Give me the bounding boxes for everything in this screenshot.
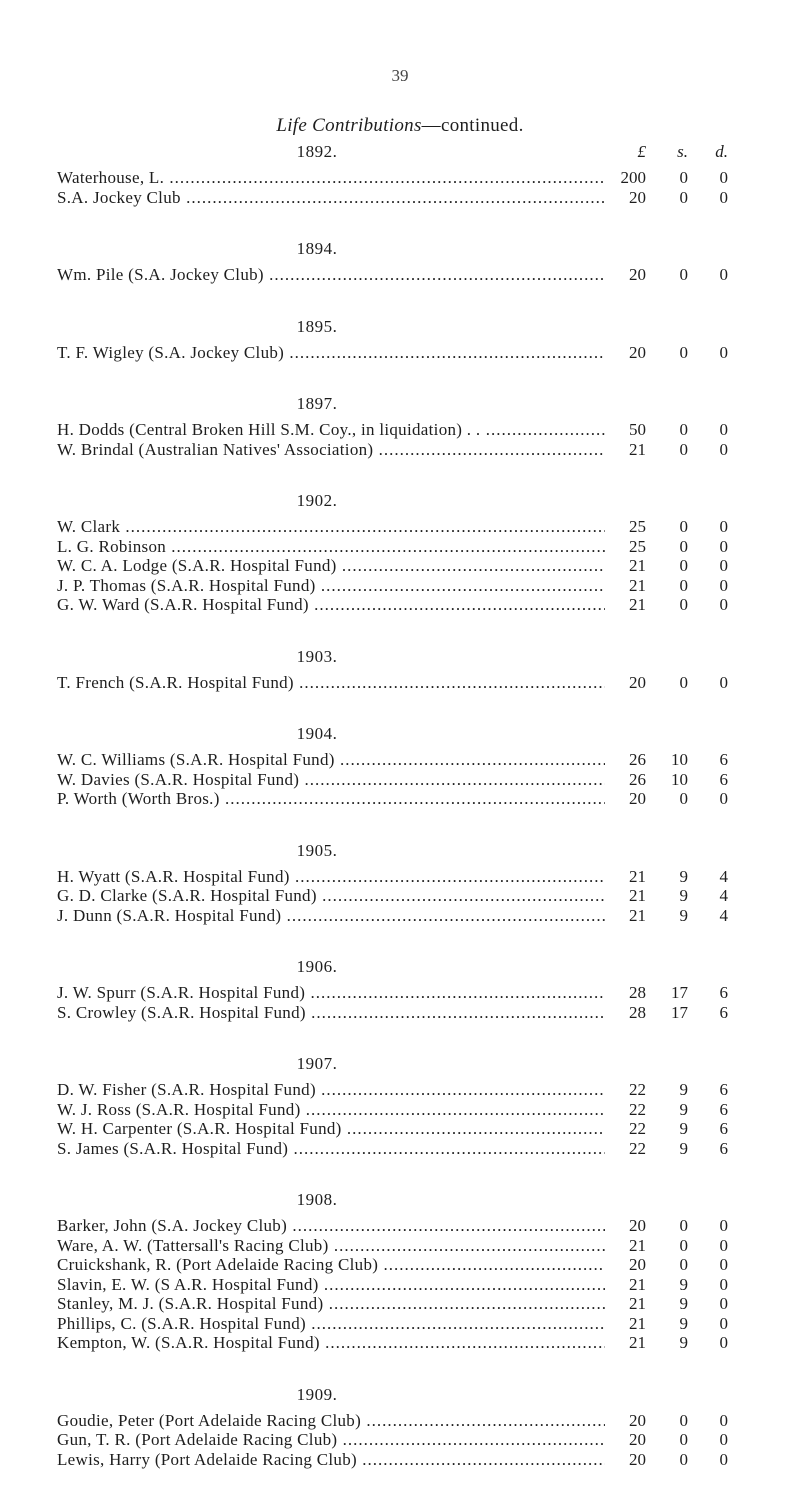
contribution-row bbox=[57, 1119, 747, 1139]
heading-continued: —continued. bbox=[421, 115, 524, 136]
pounds-value: 22 bbox=[629, 1138, 646, 1158]
pence-value: 0 bbox=[719, 1294, 728, 1313]
shillings-value: 9 bbox=[679, 1274, 688, 1294]
contribution-row bbox=[57, 576, 747, 596]
year-heading: 1902. bbox=[296, 491, 338, 510]
pounds-value: 26 bbox=[629, 769, 646, 789]
shillings-value: 0 bbox=[679, 556, 688, 575]
pence-value: 0 bbox=[719, 536, 728, 556]
pence-value: 0 bbox=[719, 789, 728, 808]
shillings-value: 9 bbox=[679, 886, 688, 905]
pence-value: 6 bbox=[719, 1119, 728, 1138]
contributor-name: L. G. Robinson ..... bbox=[57, 537, 605, 557]
contribution-row bbox=[57, 595, 747, 615]
pounds-value: 21 bbox=[629, 439, 646, 459]
shillings-value: 0 bbox=[679, 517, 688, 536]
shillings-value: 0 bbox=[679, 265, 688, 284]
pounds-column-header: £ bbox=[637, 142, 646, 161]
contributor-name: J. Dunn (S.A.R. Hospital Fund) ..... bbox=[57, 906, 605, 926]
pence-value: 6 bbox=[719, 750, 728, 769]
pounds-value: 20 bbox=[629, 342, 646, 362]
contribution-row bbox=[57, 1003, 747, 1023]
pounds-value: 20 bbox=[629, 1255, 646, 1274]
contribution-row bbox=[57, 517, 747, 537]
pounds-value: 21 bbox=[629, 1333, 646, 1352]
pence-value: 0 bbox=[719, 168, 728, 187]
contribution-row bbox=[57, 1294, 747, 1314]
shillings-value: 0 bbox=[679, 672, 688, 692]
shillings-value: 0 bbox=[679, 575, 688, 595]
shillings-value: 0 bbox=[679, 1449, 688, 1469]
year-heading: 1904. bbox=[296, 724, 338, 743]
pence-value: 6 bbox=[719, 1138, 728, 1158]
pence-column-header: d. bbox=[715, 142, 728, 161]
year-heading: 1908. bbox=[296, 1190, 338, 1209]
shillings-value: 0 bbox=[679, 1216, 688, 1235]
contributor-name: Kempton, W. (S.A.R. Hospital Fund) ..... bbox=[57, 1333, 605, 1353]
year-heading: 1906. bbox=[296, 957, 338, 976]
contributor-name: T. F. Wigley (S.A. Jockey Club) ..... bbox=[57, 343, 605, 363]
pence-value: 6 bbox=[719, 1099, 728, 1119]
pence-value: 6 bbox=[719, 769, 728, 789]
page-number: 39 bbox=[391, 66, 409, 85]
contributions-list bbox=[57, 142, 747, 1501]
year-heading: 1905. bbox=[296, 840, 338, 860]
pounds-value: 21 bbox=[629, 886, 646, 905]
pence-value: 0 bbox=[719, 439, 728, 459]
shillings-value: 9 bbox=[679, 905, 688, 925]
contribution-row bbox=[57, 1080, 747, 1100]
year-heading: 1903. bbox=[296, 646, 338, 666]
pounds-value: 21 bbox=[629, 575, 646, 595]
year-section bbox=[57, 647, 747, 693]
contribution-row bbox=[57, 1236, 747, 1256]
pence-value: 6 bbox=[719, 983, 728, 1002]
pence-value: 0 bbox=[719, 420, 728, 439]
pence-value: 0 bbox=[719, 187, 728, 207]
shillings-value: 10 bbox=[671, 750, 688, 769]
shillings-value: 0 bbox=[679, 439, 688, 459]
year-heading: 1895. bbox=[296, 316, 338, 336]
year-row bbox=[57, 317, 747, 343]
contribution-row bbox=[57, 343, 747, 363]
pounds-value: 21 bbox=[629, 595, 646, 614]
year-heading: 1892. bbox=[296, 142, 338, 161]
year-row bbox=[57, 957, 747, 983]
pence-value: 0 bbox=[719, 1255, 728, 1274]
contributor-name: S. Crowley (S.A.R. Hospital Fund) ..... bbox=[57, 1003, 605, 1023]
year-heading: 1909. bbox=[296, 1384, 338, 1404]
shillings-value: 9 bbox=[679, 1080, 688, 1099]
contributor-name: Gun, T. R. (Port Adelaide Racing Club) ..... bbox=[57, 1430, 605, 1450]
pounds-value: 21 bbox=[629, 1235, 646, 1255]
pounds-value: 21 bbox=[629, 1294, 646, 1313]
pence-value: 0 bbox=[719, 1410, 728, 1430]
contributor-name: W. C. A. Lodge (S.A.R. Hospital Fund) ..... bbox=[57, 556, 605, 576]
pounds-value: 20 bbox=[629, 1430, 646, 1449]
shillings-value: 0 bbox=[679, 168, 688, 187]
year-row bbox=[57, 1054, 747, 1080]
year-row bbox=[57, 647, 747, 673]
pence-value: 0 bbox=[719, 265, 728, 284]
pence-value: 0 bbox=[719, 672, 728, 692]
year-section bbox=[57, 239, 747, 285]
pence-value: 0 bbox=[719, 1216, 728, 1235]
shillings-value: 9 bbox=[679, 1138, 688, 1158]
year-section bbox=[57, 1190, 747, 1353]
year-row bbox=[57, 142, 747, 168]
contribution-row bbox=[57, 1275, 747, 1295]
pence-value: 0 bbox=[719, 556, 728, 575]
contribution-row bbox=[57, 1139, 747, 1159]
shillings-value: 0 bbox=[679, 1430, 688, 1449]
contributor-name: W. H. Carpenter (S.A.R. Hospital Fund) ..... bbox=[57, 1119, 605, 1139]
year-section bbox=[57, 317, 747, 363]
pounds-value: 21 bbox=[629, 1274, 646, 1294]
pence-value: 0 bbox=[719, 1313, 728, 1333]
year-row bbox=[57, 394, 747, 420]
contributor-name: H. Wyatt (S.A.R. Hospital Fund) ..... bbox=[57, 867, 605, 887]
contributor-name: S.A. Jockey Club ..... bbox=[57, 188, 605, 208]
contribution-row bbox=[57, 886, 747, 906]
shillings-value: 0 bbox=[679, 1255, 688, 1274]
pence-value: 6 bbox=[719, 1080, 728, 1099]
pence-value: 0 bbox=[719, 1235, 728, 1255]
contributor-name: W. Brindal (Australian Natives' Association) ..... bbox=[57, 440, 605, 460]
contributor-name: Ware, A. W. (Tattersall's Racing Club) ..... bbox=[57, 1236, 605, 1256]
pounds-value: 22 bbox=[629, 1099, 646, 1119]
shillings-value: 17 bbox=[671, 983, 688, 1002]
year-heading: 1897. bbox=[296, 394, 338, 413]
pence-value: 4 bbox=[719, 866, 728, 886]
contribution-row bbox=[57, 750, 747, 770]
pounds-value: 50 bbox=[629, 420, 646, 439]
shillings-value: 0 bbox=[679, 595, 688, 614]
year-row bbox=[57, 841, 747, 867]
shillings-value: 17 bbox=[671, 1002, 688, 1022]
pounds-value: 21 bbox=[629, 1313, 646, 1333]
page-heading bbox=[0, 115, 800, 137]
pence-value: 0 bbox=[719, 1430, 728, 1449]
contribution-row bbox=[57, 1333, 747, 1353]
contribution-row bbox=[57, 168, 747, 188]
pounds-value: 26 bbox=[629, 750, 646, 769]
contributor-name: D. W. Fisher (S.A.R. Hospital Fund) ..... bbox=[57, 1080, 605, 1100]
contribution-row bbox=[57, 673, 747, 693]
year-row bbox=[57, 491, 747, 517]
shillings-value: 0 bbox=[679, 187, 688, 207]
pounds-value: 22 bbox=[629, 1080, 646, 1099]
contribution-row bbox=[57, 867, 747, 887]
year-heading: 1894. bbox=[296, 239, 338, 258]
shillings-value: 9 bbox=[679, 1119, 688, 1138]
shillings-value: 0 bbox=[679, 789, 688, 808]
contributor-name: W. Davies (S.A.R. Hospital Fund) ..... bbox=[57, 770, 605, 790]
shillings-value: 0 bbox=[679, 1410, 688, 1430]
pounds-value: 28 bbox=[629, 1002, 646, 1022]
contributor-name: Phillips, C. (S.A.R. Hospital Fund) ..... bbox=[57, 1314, 605, 1334]
contribution-row bbox=[57, 265, 747, 285]
contributor-name: W. J. Ross (S.A.R. Hospital Fund) ..... bbox=[57, 1100, 605, 1120]
pence-value: 0 bbox=[719, 575, 728, 595]
pounds-value: 200 bbox=[620, 168, 646, 187]
pounds-value: 25 bbox=[629, 517, 646, 536]
contribution-row bbox=[57, 1411, 747, 1431]
shillings-value: 0 bbox=[679, 1235, 688, 1255]
contribution-row bbox=[57, 1314, 747, 1334]
shillings-value: 10 bbox=[671, 769, 688, 789]
pence-value: 0 bbox=[719, 342, 728, 362]
pounds-value: 20 bbox=[629, 265, 646, 284]
shillings-value: 0 bbox=[679, 342, 688, 362]
contributor-name: S. James (S.A.R. Hospital Fund) ..... bbox=[57, 1139, 605, 1159]
pounds-value: 20 bbox=[629, 789, 646, 808]
year-row bbox=[57, 239, 747, 265]
shillings-value: 9 bbox=[679, 1099, 688, 1119]
shillings-value: 0 bbox=[679, 420, 688, 439]
pence-value: 4 bbox=[719, 905, 728, 925]
year-section bbox=[57, 142, 747, 207]
pounds-value: 21 bbox=[629, 905, 646, 925]
shillings-column-header: s. bbox=[677, 142, 688, 161]
contributor-name: W. C. Williams (S.A.R. Hospital Fund) ..... bbox=[57, 750, 605, 770]
pounds-value: 20 bbox=[629, 187, 646, 207]
year-row bbox=[57, 724, 747, 750]
contribution-row bbox=[57, 906, 747, 926]
contributor-name: Slavin, E. W. (S A.R. Hospital Fund) ..... bbox=[57, 1275, 605, 1295]
pence-value: 6 bbox=[719, 1002, 728, 1022]
contributor-name: Lewis, Harry (Port Adelaide Racing Club) ..... bbox=[57, 1450, 605, 1470]
year-section bbox=[57, 724, 747, 809]
year-section bbox=[57, 491, 747, 615]
shillings-value: 9 bbox=[679, 1333, 688, 1352]
year-section bbox=[57, 394, 747, 459]
pounds-value: 21 bbox=[629, 866, 646, 886]
contribution-row bbox=[57, 1100, 747, 1120]
contributor-name: G. W. Ward (S.A.R. Hospital Fund) ..... bbox=[57, 595, 605, 615]
pence-value: 0 bbox=[719, 1274, 728, 1294]
contribution-row bbox=[57, 1216, 747, 1236]
pounds-value: 21 bbox=[629, 556, 646, 575]
contribution-row bbox=[57, 983, 747, 1003]
contributor-name: H. Dodds (Central Broken Hill S.M. Coy., in liquidation) . . ..... bbox=[57, 420, 605, 440]
shillings-value: 0 bbox=[679, 536, 688, 556]
year-section bbox=[57, 957, 747, 1022]
pence-value: 0 bbox=[719, 1449, 728, 1469]
pounds-value: 25 bbox=[629, 536, 646, 556]
contribution-row bbox=[57, 1450, 747, 1470]
pence-value: 0 bbox=[719, 517, 728, 536]
year-section bbox=[57, 1054, 747, 1158]
pounds-value: 20 bbox=[629, 672, 646, 692]
pence-value: 4 bbox=[719, 886, 728, 905]
contribution-row bbox=[57, 1430, 747, 1450]
contributor-name: Barker, John (S.A. Jockey Club) ..... bbox=[57, 1216, 605, 1236]
year-section bbox=[57, 841, 747, 926]
contribution-row bbox=[57, 789, 747, 809]
contributor-name: P. Worth (Worth Bros.) ..... bbox=[57, 789, 605, 809]
contributor-name: Goudie, Peter (Port Adelaide Racing Club) ..... bbox=[57, 1411, 605, 1431]
shillings-value: 9 bbox=[679, 866, 688, 886]
contributor-name: J. W. Spurr (S.A.R. Hospital Fund) ..... bbox=[57, 983, 605, 1003]
contributor-name: Waterhouse, L. ..... bbox=[57, 168, 605, 188]
year-row bbox=[57, 1190, 747, 1216]
contributor-name: J. P. Thomas (S.A.R. Hospital Fund) ..... bbox=[57, 576, 605, 596]
contributor-name: G. D. Clarke (S.A.R. Hospital Fund) ..... bbox=[57, 886, 605, 906]
contribution-row bbox=[57, 770, 747, 790]
contribution-row bbox=[57, 556, 747, 576]
pence-value: 0 bbox=[719, 595, 728, 614]
year-section bbox=[57, 1385, 747, 1470]
pounds-value: 22 bbox=[629, 1119, 646, 1138]
contributor-name: Wm. Pile (S.A. Jockey Club) ..... bbox=[57, 265, 605, 285]
contribution-row bbox=[57, 537, 747, 557]
year-row bbox=[57, 1385, 747, 1411]
contributor-name: W. Clark ..... bbox=[57, 517, 605, 537]
year-heading: 1907. bbox=[296, 1054, 338, 1073]
contributor-name: Stanley, M. J. (S.A.R. Hospital Fund) ..... bbox=[57, 1294, 605, 1314]
pounds-value: 28 bbox=[629, 983, 646, 1002]
contribution-row bbox=[57, 1255, 747, 1275]
shillings-value: 9 bbox=[679, 1313, 688, 1333]
pence-value: 0 bbox=[719, 1333, 728, 1352]
contribution-row bbox=[57, 420, 747, 440]
shillings-value: 9 bbox=[679, 1294, 688, 1313]
pounds-value: 20 bbox=[629, 1410, 646, 1430]
contribution-row bbox=[57, 188, 747, 208]
contribution-row bbox=[57, 440, 747, 460]
contributor-name: Cruickshank, R. (Port Adelaide Racing Club) ..... bbox=[57, 1255, 605, 1275]
pounds-value: 20 bbox=[629, 1449, 646, 1469]
pounds-value: 20 bbox=[629, 1216, 646, 1235]
contributor-name: T. French (S.A.R. Hospital Fund) ..... bbox=[57, 673, 605, 693]
heading-title: Life Contributions bbox=[276, 115, 422, 136]
